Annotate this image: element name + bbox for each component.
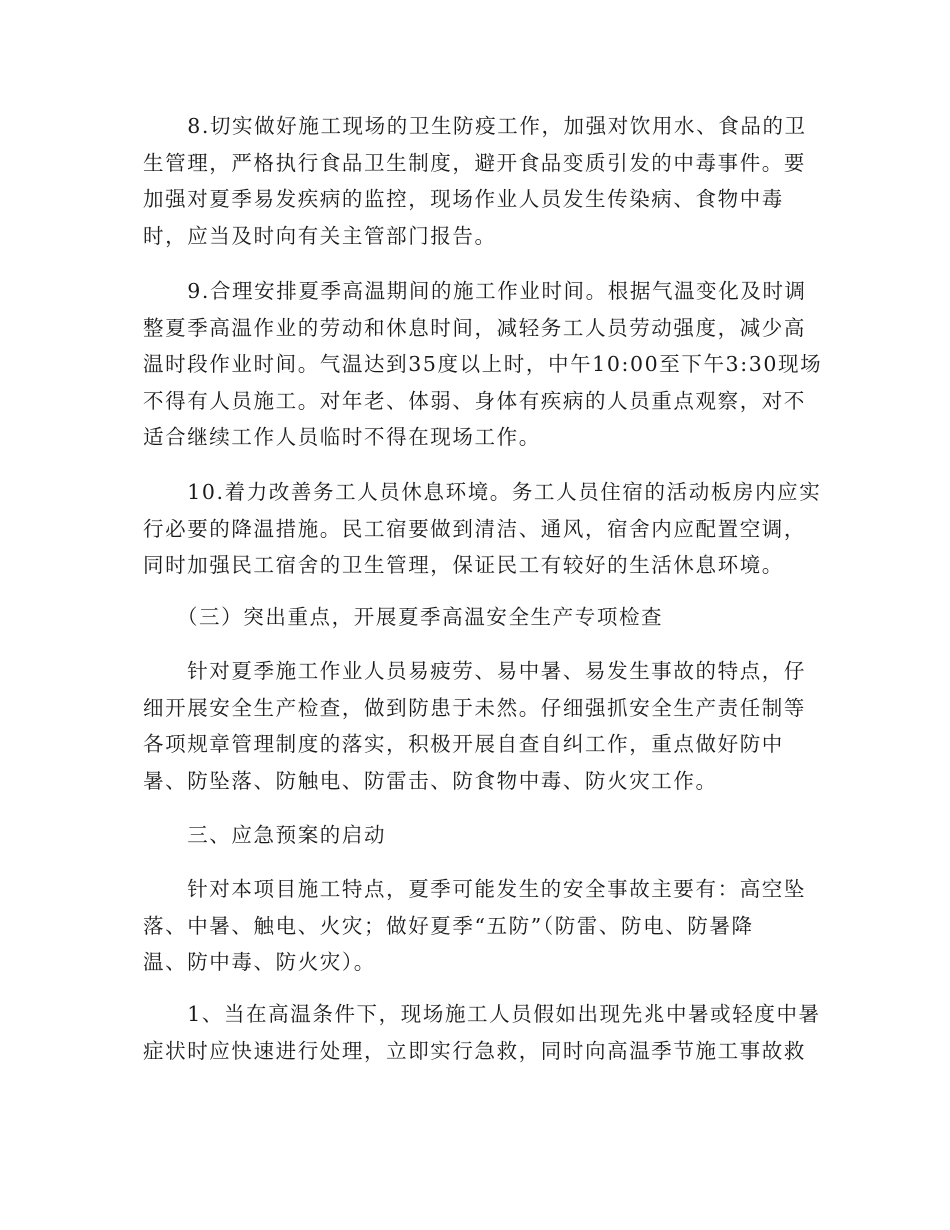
- paragraph-item-1: [143, 996, 821, 1069]
- section-heading-3: [143, 599, 813, 636]
- text-line: 10.着力改善务工人员休息环境。务工人员住宿的活动板房内应实: [143, 480, 822, 504]
- text-line: 8.切实做好施工现场的卫生防疫工作，加强对饮用水、食品的卫: [143, 114, 807, 138]
- paragraph-item-9: [143, 273, 823, 456]
- text-line: 时，应当及时向有关主管部门报告。: [143, 223, 497, 248]
- text-line: 各项规章管理制度的落实，积极开展自查自纠工作，重点做好防中: [143, 732, 784, 756]
- text-line: 1、当在高温条件下，现场施工人员假如出现先兆中暑或轻度中暑: [143, 1002, 821, 1026]
- text-line: 同时加强民工宿舍的卫生管理，保证民工有较好的生活休息环境。: [143, 553, 784, 577]
- text-line: 加强对夏季易发疾病的监控，现场作业人员发生传染病、食物中毒: [143, 187, 784, 211]
- text-line: 生管理，严格执行食品卫生制度，避开食品变质引发的中毒事件。要: [143, 150, 806, 175]
- text-line: 不得有人员施工。对年老、体弱、身体有疾病的人员重点观察，对不: [143, 388, 806, 413]
- text-line: 暑、防坠落、防触电、防雷击、防食物中毒、防火灾工作。: [143, 768, 718, 793]
- paragraph-inspection: [143, 653, 813, 799]
- paragraph-item-10: [143, 474, 822, 584]
- text-line: 9.合理安排夏季高温期间的施工作业时间。根据气温变化及时调: [143, 279, 807, 303]
- text-line: 温、防中毒、防火灾）。: [143, 950, 376, 974]
- text-line: 落、中暑、触电、火灾；做好夏季“五防”（防雷、防电、防暑降: [143, 913, 754, 938]
- text-line: 针对本项目施工特点，夏季可能发生的安全事故主要有：高空坠: [143, 877, 806, 901]
- text-line: 针对夏季施工作业人员易疲劳、易中暑、易发生事故的特点，仔: [143, 659, 806, 683]
- text-line: 行必要的降温措施。民工宿要做到清洁、通风，宿舍内应配置空调，: [143, 516, 806, 541]
- text-line: 整夏季高温作业的劳动和休息时间，减轻务工人员劳动强度，减少高: [143, 315, 806, 340]
- heading-line: （三）突出重点，开展夏季高温安全生产专项检查: [143, 605, 664, 629]
- section-heading-three: [143, 817, 813, 854]
- heading-line: 三、应急预案的启动: [143, 823, 387, 847]
- text-line: 适合继续工作人员临时不得在现场工作。: [143, 425, 541, 449]
- paragraph-item-8: [143, 108, 813, 254]
- text-line: 症状时应快速进行处理，立即实行急救，同时向高温季节施工事故救: [143, 1038, 806, 1063]
- paragraph-emergency-plan: [143, 871, 813, 981]
- text-line: 细开展安全生产检查，做到防患于未然。仔细强抓安全生产责任制等: [143, 695, 806, 720]
- text-line: 温时段作业时间。气温达到35度以上时，中午10:00至下午3:30现场: [143, 352, 823, 376]
